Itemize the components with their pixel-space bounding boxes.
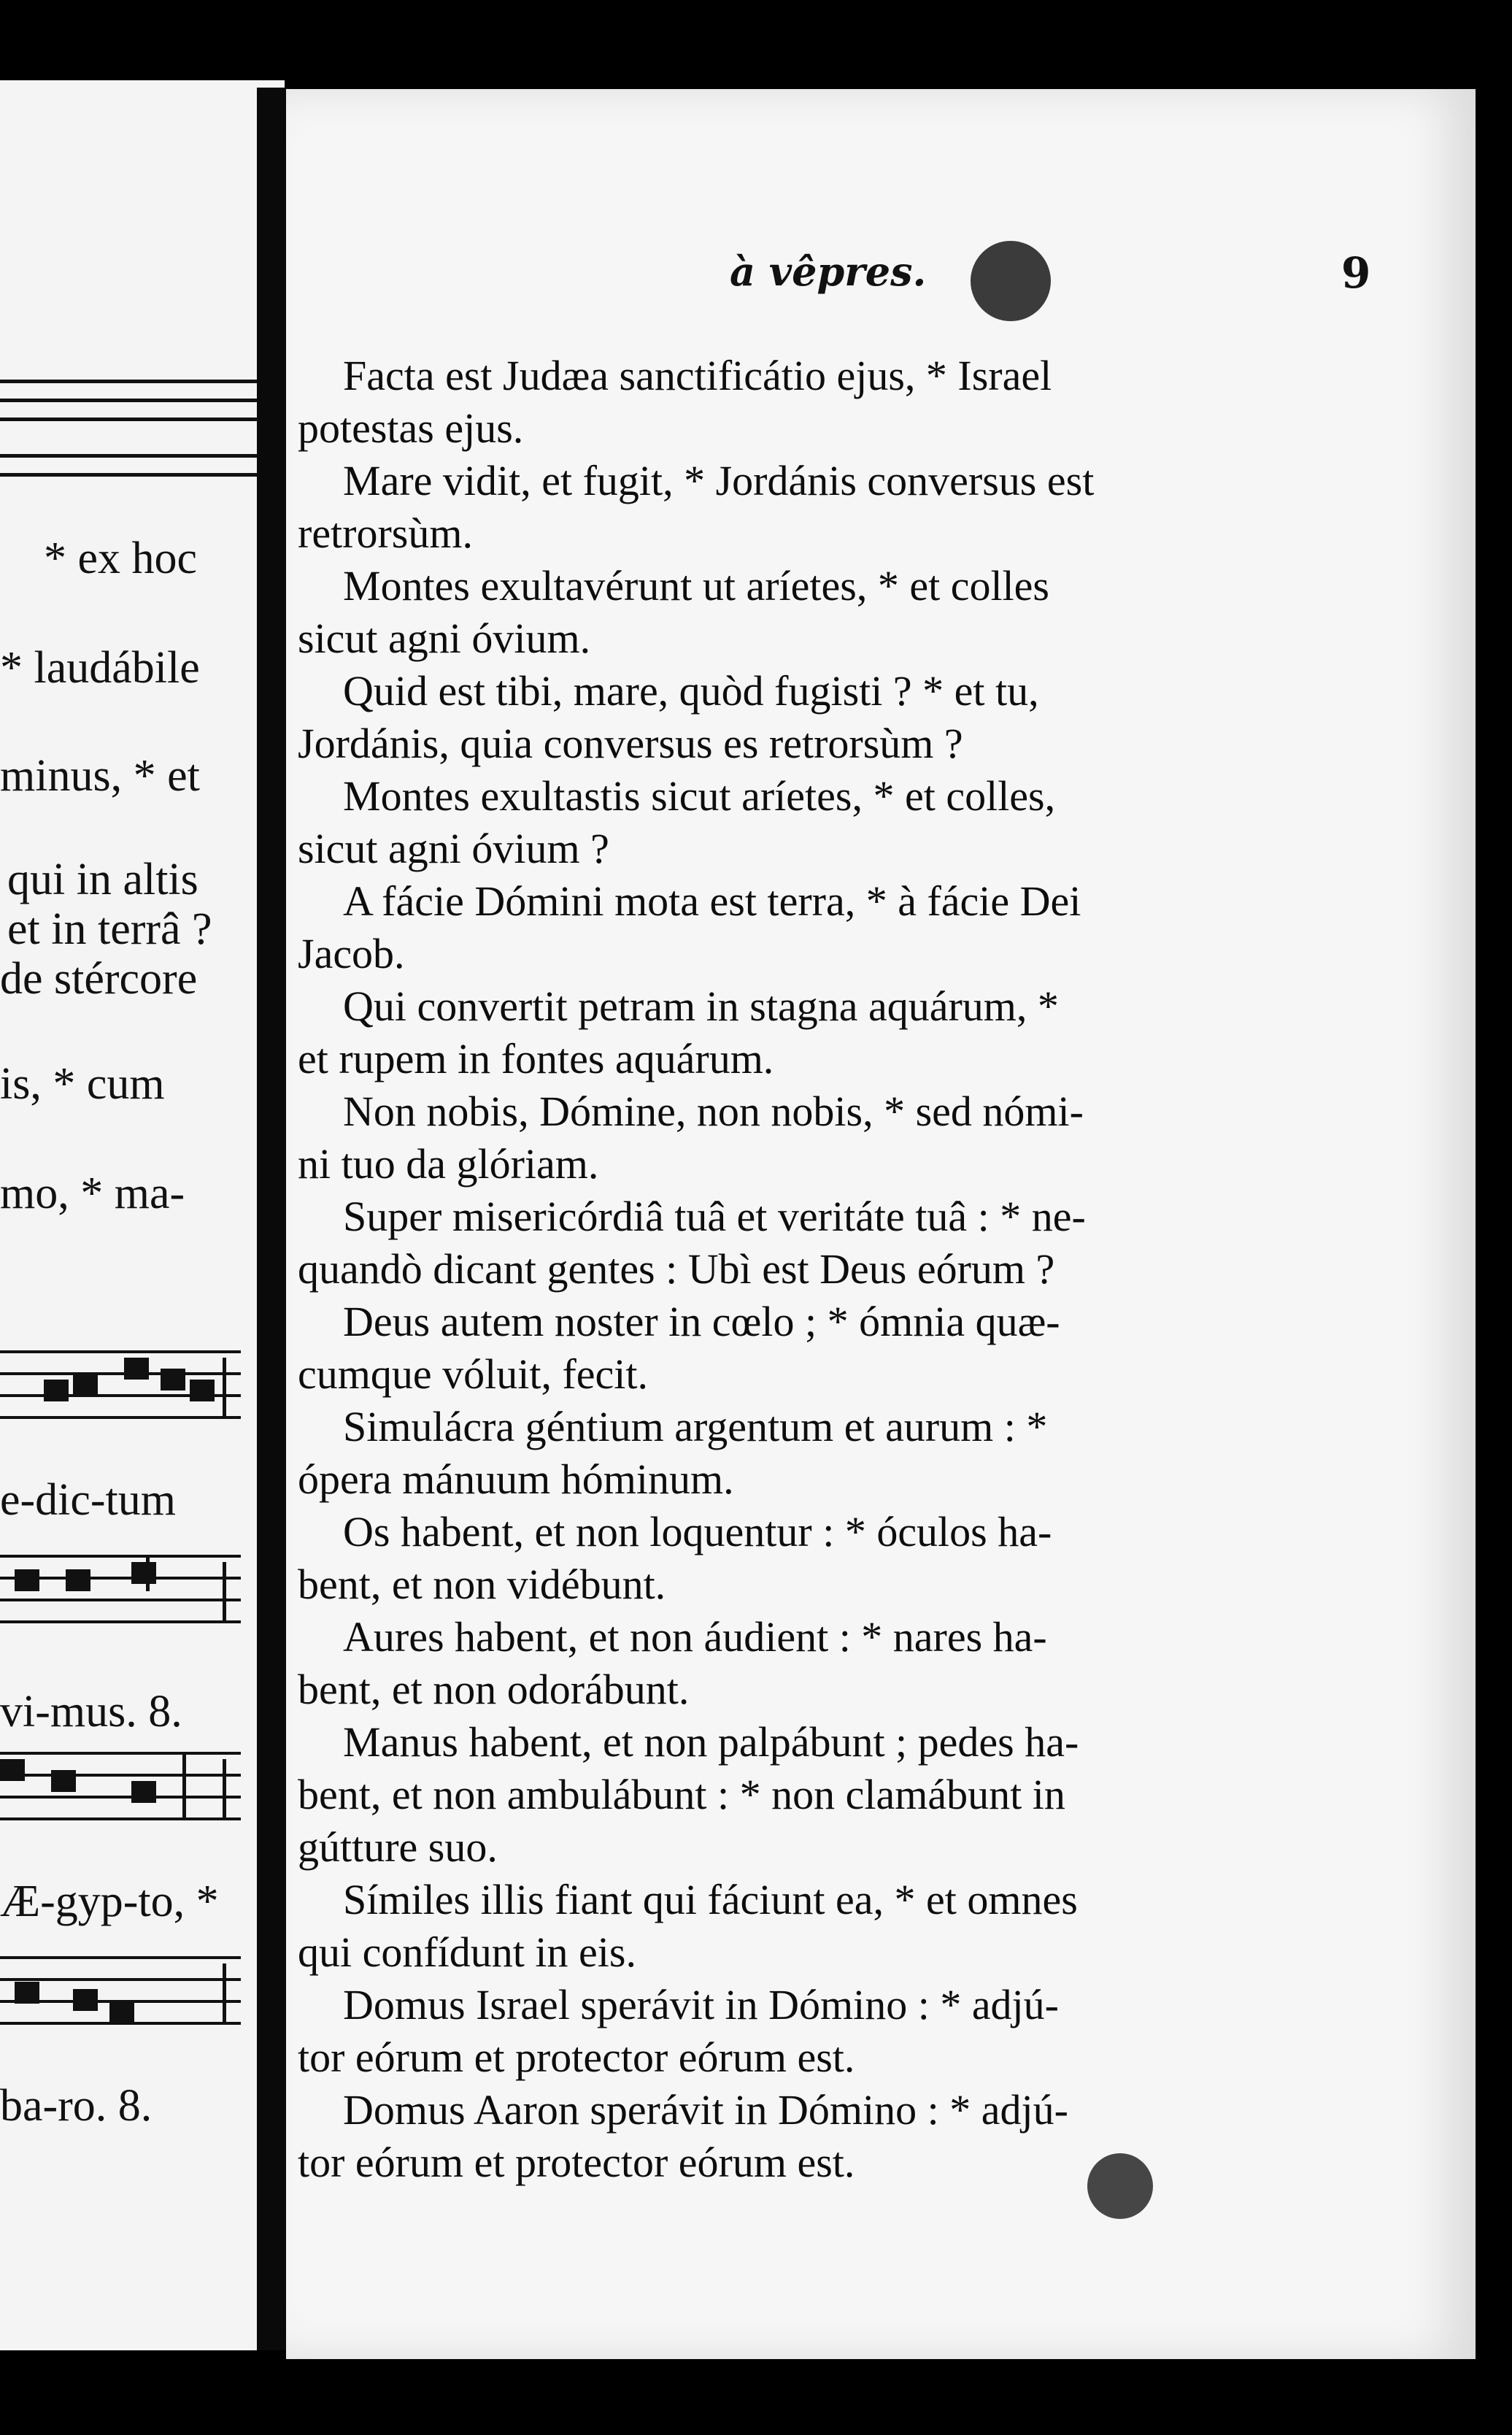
verse-line: Super misericórdiâ tuâ et veritáte tuâ : * ne- — [343, 1193, 1086, 1240]
verse-line: Símiles illis fiant qui fáciunt ea, * et omnes — [343, 1876, 1078, 1923]
left-line-4: qui in altis — [7, 855, 198, 904]
verse-line: tor eórum et protector eórum est. — [298, 2139, 855, 2186]
verse-line: et rupem in fontes aquárum. — [298, 1035, 774, 1082]
verse-line: Non nobis, Dómine, non nobis, * sed nómi- — [343, 1088, 1084, 1135]
verse-line: cumque vóluit, fecit. — [298, 1350, 648, 1398]
verse-line: qui confídunt in eis. — [298, 1928, 636, 1976]
verse-line: sicut agni óvium. — [298, 615, 591, 662]
verse-line: Domus Israel sperávit in Dómino : * adjú- — [343, 1981, 1059, 2028]
left-line-2: * laudábile — [0, 643, 200, 693]
verse-line: bent, et non odorábunt. — [298, 1666, 690, 1713]
verse-line: Simulácra géntium argentum et aurum : * — [343, 1403, 1048, 1450]
verse-line: ópera mánuum hóminum. — [298, 1455, 734, 1503]
verse-line: sicut agni óvium ? — [298, 825, 609, 872]
verse-line: Jordánis, quia conversus es retrorsùm ? — [298, 720, 963, 767]
left-line-6: de stércore — [0, 954, 198, 1004]
verse-line: bent, et non vidébunt. — [298, 1561, 666, 1608]
verse-line: Jacob. — [298, 930, 405, 977]
verse-line: Domus Aaron sperávit in Dómino : * adjú- — [343, 2086, 1068, 2134]
verse-line: A fácie Dómini mota est terra, * à fácie Dei — [343, 877, 1081, 925]
left-line-7: is, * cum — [0, 1059, 165, 1109]
verse-line: Facta est Judæa sanctificátio ejus, * Israel — [343, 352, 1052, 399]
left-line-3: minus, * et — [0, 751, 200, 801]
verse-line: Aures habent, et non áudient : * nares ha- — [343, 1613, 1047, 1661]
chant-syllables-3: Æ-gyp-to, * — [0, 1877, 219, 1926]
verse-line: Montes exultastis sicut aríetes, * et colles, — [343, 772, 1056, 820]
verse-line: gútture suo. — [298, 1823, 498, 1871]
verse-line: retrorsùm. — [298, 509, 473, 557]
verse-line: Qui convertit petram in stagna aquárum, * — [343, 982, 1059, 1030]
verse-line: potestas ejus. — [298, 404, 524, 452]
verse-line: Quid est tibi, mare, quòd fugisti ? * et tu, — [343, 667, 1039, 715]
verse-line: ni tuo da glóriam. — [298, 1140, 599, 1188]
chant-syllables-4: ba-ro. 8. — [0, 2081, 153, 2131]
verse-line: Manus habent, et non palpábunt ; pedes ha- — [343, 1718, 1079, 1766]
page-header-title: à vêpres. — [730, 248, 927, 295]
verse-line: bent, et non ambulábunt : * non clamábunt in — [298, 1771, 1065, 1818]
verse-line: Montes exultavérunt ut aríetes, * et colles — [343, 562, 1049, 609]
verse-line: Os habent, et non loquentur : * óculos ha- — [343, 1508, 1052, 1555]
verse-line: Mare vidit, et fugit, * Jordánis conversus est — [343, 457, 1095, 504]
chant-syllables-1: e-dic-tum — [0, 1475, 177, 1525]
left-line-8: mo, * ma- — [0, 1169, 185, 1218]
verse-line: quandò dicant gentes : Ubì est Deus eórum ? — [298, 1245, 1055, 1293]
left-line-1: * ex hoc — [44, 534, 198, 583]
verse-line: tor eórum et protector eórum est. — [298, 2034, 855, 2081]
chant-syllables-2: vi-mus. 8. — [0, 1687, 182, 1736]
verse-line: Deus autem noster in cœlo ; * ómnia quæ- — [343, 1298, 1060, 1345]
left-line-5: et in terrâ ? — [7, 904, 212, 954]
page-number: 9 — [1341, 248, 1371, 298]
